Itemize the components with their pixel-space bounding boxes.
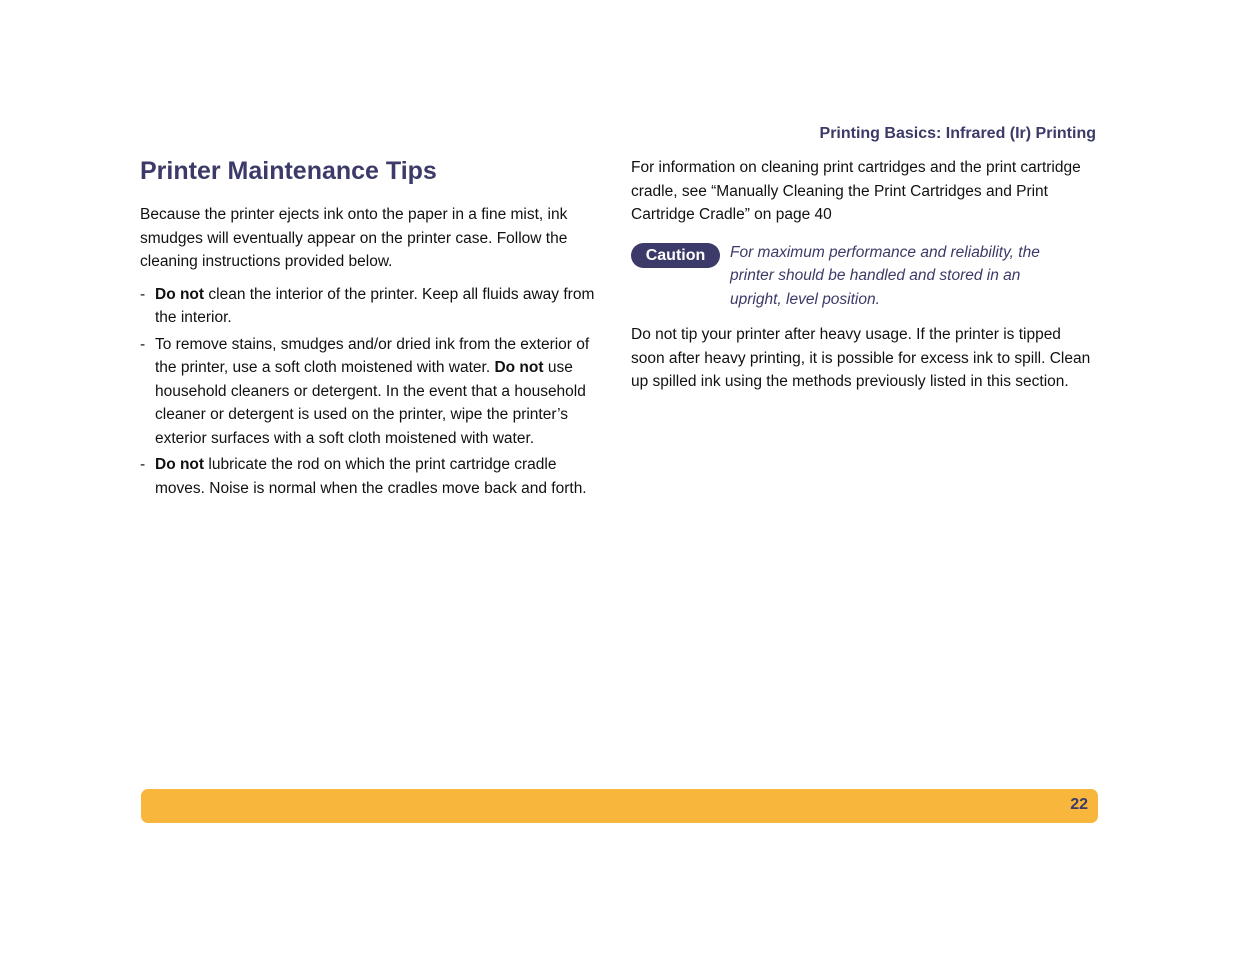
bullet-dash: - — [140, 335, 146, 353]
emphasis-do-not: Do not — [155, 285, 205, 303]
cartridge-info-paragraph: For information on cleaning print cartridges and the print cartridge cradle, see “Manually Cleaning the Print Cartridges and Print Cartridge Cradle” on page 40 — [631, 159, 1081, 223]
caution-text: For maximum performance and reliability, the printer should be handled and stored in an upright, level position. — [730, 243, 1040, 308]
caution-badge: Caution — [631, 243, 720, 268]
left-column — [140, 155, 605, 503]
page-number: 22 — [1070, 796, 1088, 813]
tip-text: clean the interior of the printer. Keep all fluids away from the interior. — [155, 285, 595, 326]
tips-list — [140, 283, 605, 501]
list-item — [140, 333, 605, 451]
bullet-dash: - — [140, 456, 146, 473]
intro-paragraph: Because the printer ejects ink onto the paper in a fine mist, ink smudges will eventually appear on the printer case. Follow the cleaning instructions provided below. — [140, 206, 568, 270]
bullet-dash: - — [140, 285, 146, 303]
caution-note — [631, 241, 1096, 312]
footer-bar — [141, 789, 1098, 823]
tip-warning-paragraph: Do not tip your printer after heavy usage. If the printer is tipped soon after heavy printing, it is possible for excess ink to spill. Clean up spilled ink using the methods previously listed in this section. — [631, 326, 1091, 390]
tip-text: lubricate the rod on which the print cartridge cradle moves. Noise is normal when the cradles move back and forth. — [155, 456, 587, 497]
running-head: Printing Basics: Infrared (Ir) Printing — [819, 125, 1096, 142]
emphasis-do-not: Do not — [155, 456, 205, 473]
list-item — [140, 453, 605, 500]
list-item — [140, 283, 605, 330]
tip-text-continued: use household cleaners or detergent. In the event that a household cleaner or detergent is used on the printer, wipe the printer’s exterior surfaces with a soft cloth moistened with water. — [155, 359, 586, 447]
tip-text: To remove stains, smudges and/or dried ink from the exterior of the printer, use a soft cloth moistened with water. — [155, 335, 590, 376]
emphasis-do-not: Do not — [494, 359, 544, 376]
page-title: Printer Maintenance Tips — [140, 157, 437, 185]
right-column — [631, 156, 1096, 394]
